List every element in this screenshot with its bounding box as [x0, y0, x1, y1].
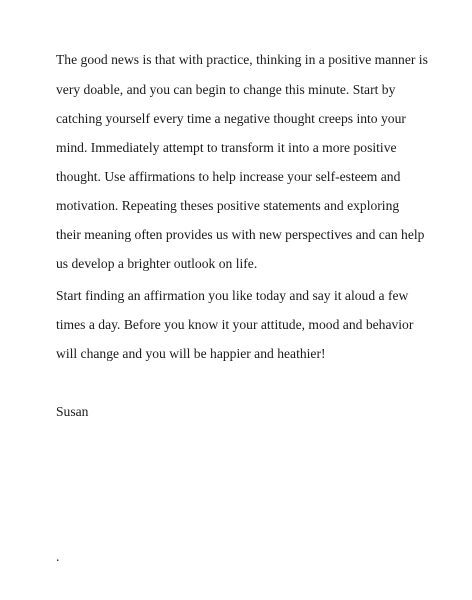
paragraph-1-line-8: us develop a brighter outlook on life. [56, 256, 258, 271]
paragraph-2-line-2: times a day. Before you know it your attitude, mood and behavior [56, 317, 414, 332]
trailing-period: . [56, 549, 60, 564]
paragraph-1-line-6: motivation. Repeating theses positive statements and exploring [56, 198, 400, 213]
signature: Susan [56, 404, 89, 419]
paragraph-1-line-5: thought. Use affirmations to help increase your self-esteem and [56, 169, 401, 184]
paragraph-1-line-2: very doable, and you can begin to change this minute. Start by [56, 82, 396, 97]
paragraph-1-line-7: their meaning often provides us with new perspectives and can help [56, 227, 425, 242]
paragraph-1-line-4: mind. Immediately attempt to transform it into a more positive [56, 140, 397, 155]
paragraph-1-line-3: catching yourself every time a negative thought creeps into your [56, 111, 406, 126]
paragraph-2-line-1: Start finding an affirmation you like today and say it aloud a few [56, 288, 409, 303]
paragraph-1-line-1: The good news is that with practice, thinking in a positive manner is [56, 52, 428, 67]
paragraph-2-line-3: will change and you will be happier and heathier! [56, 346, 326, 361]
